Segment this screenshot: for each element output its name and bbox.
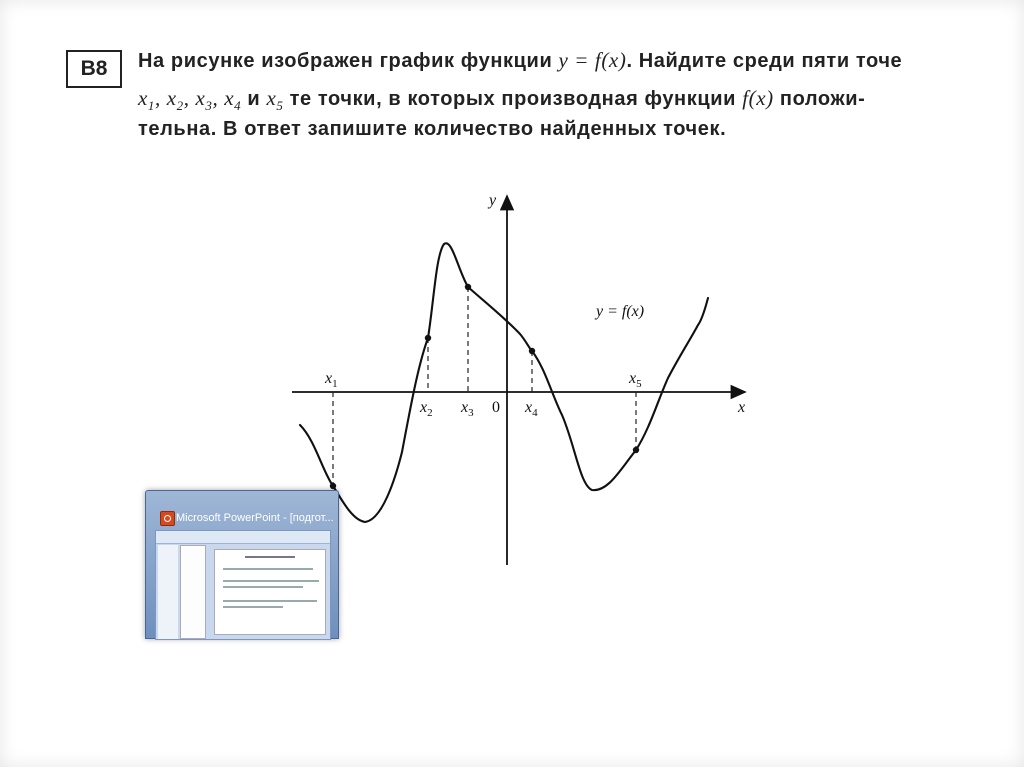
preview-ribbon xyxy=(156,531,330,544)
preview-slide-text-line xyxy=(223,600,317,602)
function-curve xyxy=(300,243,708,522)
label-x2: $x_2$ xyxy=(420,399,433,419)
problem-text-2c: положи- xyxy=(773,88,866,110)
problem-math-yfx: y = f(x) xyxy=(558,48,627,72)
preview-slide-text-line xyxy=(223,586,303,588)
label-x4: $x_4$ xyxy=(525,399,538,419)
label-x1: $x_1$ xyxy=(325,370,338,390)
problem-math-points: $x_1$, $x_2$, $x_3$, $x_4$ xyxy=(138,86,242,114)
problem-text-1b: . Найдите среди пяти точе xyxy=(626,50,903,72)
point-x1 xyxy=(330,483,336,489)
preview-slide-text-line xyxy=(223,568,313,570)
window-preview-image xyxy=(155,530,331,640)
preview-slide-text-line xyxy=(223,606,283,608)
powerpoint-icon xyxy=(160,511,175,526)
taskbar-window-preview[interactable] xyxy=(145,490,339,639)
problem-text-line-3: тельна. В ответ запишите количество найденных точек. xyxy=(138,118,727,140)
preview-slide xyxy=(214,549,326,635)
problem-text-2a: и xyxy=(241,88,267,110)
function-label: y = f(x) xyxy=(596,303,645,320)
problem-math-x5: $x_5$ xyxy=(266,86,284,114)
x-axis-label: x xyxy=(738,399,746,416)
preview-thumbnails xyxy=(180,545,206,639)
preview-slide-title-line xyxy=(245,556,295,558)
problem-math-fx: f(x) xyxy=(742,86,774,110)
preview-slide-pane xyxy=(158,545,178,639)
label-x3: $x_3$ xyxy=(461,399,474,419)
preview-slide-text-line xyxy=(223,580,319,582)
point-x3 xyxy=(465,284,471,290)
window-preview-title: Microsoft PowerPoint - [подгот... xyxy=(176,512,334,524)
origin-label: 0 xyxy=(492,399,500,416)
y-axis-label: y xyxy=(489,192,497,209)
point-x2 xyxy=(425,335,431,341)
label-x5: $x_5$ xyxy=(629,370,642,390)
problem-text-1a: На рисунке изображен график функции xyxy=(138,50,559,72)
problem-text-2b: те точки, в которых производная функции xyxy=(283,88,743,110)
point-x4 xyxy=(529,348,535,354)
point-x5 xyxy=(633,447,639,453)
problem-number-badge: B8 xyxy=(66,50,122,88)
